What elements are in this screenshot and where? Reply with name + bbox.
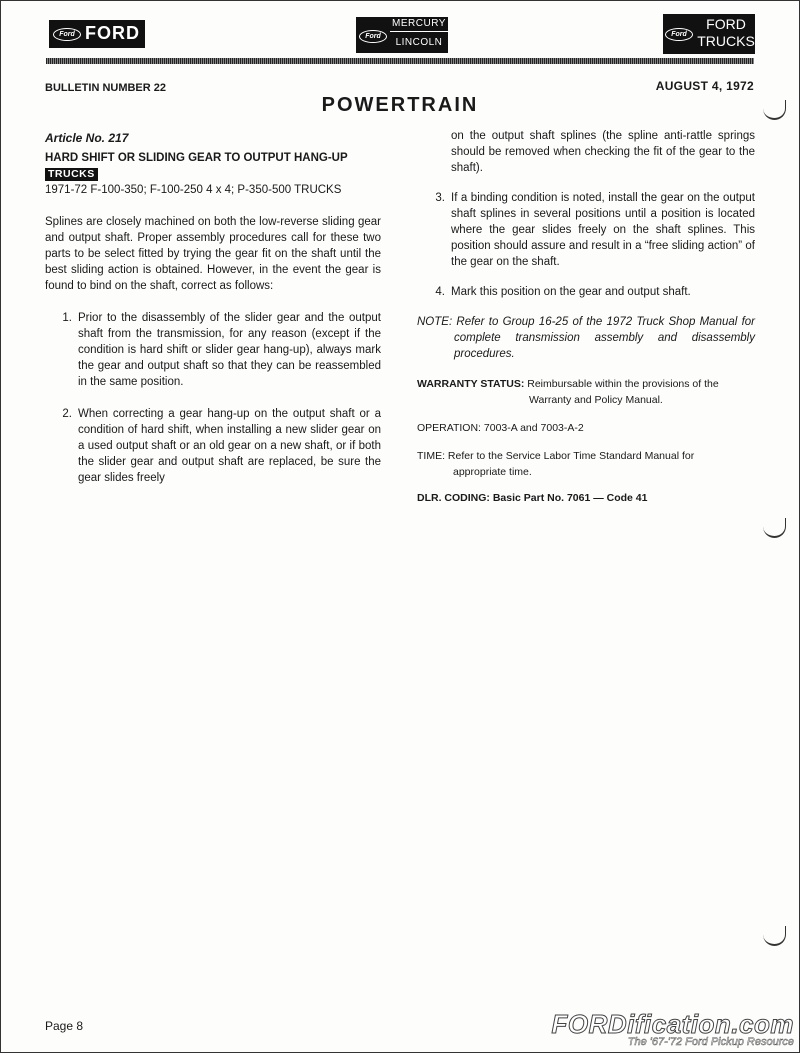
item-number: 3. — [435, 192, 445, 204]
item-text: Mark this position on the gear and output shaft. — [451, 286, 691, 298]
item-text: Prior to the disassembly of the slider gear and the output shaft from the transmission, for any reason (except if the condition is hard shift or slider gear hang-up), always mark the gear and output shaft so that they can be reassembled in the same position. — [78, 312, 381, 388]
item-continuation: on the output shaft splines (the spline anti-rattle springs should be removed when checking the fit of the gear to the shaft). — [451, 130, 755, 174]
bulletin-date: AUGUST 4, 1972 — [655, 79, 754, 93]
intro-paragraph: Splines are closely machined on both the low-reverse sliding gear and output shaft. Proper assembly procedures call for these two parts to be select fitted by trying the gear fit on the shaft until the best sliding action is obtained. However, in the event the gear is found to bind on the shaft, correct as follows: — [45, 216, 381, 292]
labor-time-text: TIME: Refer to the Service Labor Time Standard Manual for — [417, 450, 695, 462]
warranty-label: WARRANTY STATUS: — [417, 378, 525, 390]
list-item — [45, 310, 381, 390]
ford-oval-icon: Ford — [359, 30, 387, 43]
ford-trucks-text-2: TRUCKS — [697, 33, 755, 49]
ford-oval-icon: Ford — [53, 28, 81, 41]
applicable-models: 1971-72 F-100-350; F-100-250 4 x 4; P-350-500 TRUCKS — [45, 184, 342, 196]
ford-trucks-text-1: FORD — [706, 16, 746, 32]
item-number: 2. — [62, 408, 72, 420]
watermark-title: FORDification.com — [551, 1009, 794, 1039]
page-title: POWERTRAIN — [321, 94, 479, 116]
left-column — [45, 130, 381, 486]
ford-logo — [49, 20, 145, 48]
right-column — [417, 128, 755, 506]
page-number: Page 8 — [45, 1019, 84, 1033]
trucks-badge: TRUCKS — [45, 168, 98, 181]
item-number: 4. — [435, 286, 445, 298]
bulletin-number: BULLETIN NUMBER 22 — [45, 82, 167, 94]
article-number: Article No. 217 — [45, 131, 129, 145]
warranty-status — [417, 376, 755, 408]
header-rule — [46, 58, 754, 64]
item-number: 1. — [62, 312, 72, 324]
ford-trucks-logo — [663, 14, 755, 54]
ford-oval-icon: Ford — [665, 28, 693, 41]
list-item — [417, 190, 755, 270]
dealer-coding: DLR. CODING: Basic Part No. 7061 — Code 41 — [417, 492, 648, 504]
ford-logo-text: FORD — [85, 23, 140, 43]
watermark-subtitle: The '67-'72 Ford Pickup Resource — [627, 1036, 794, 1048]
mercury-text: MERCURY — [390, 18, 448, 32]
list-item — [417, 284, 755, 300]
lincoln-text: LINCOLN — [395, 37, 443, 48]
list-item — [45, 406, 381, 486]
note: NOTE: Refer to Group 16-25 of the 1972 Truck Shop Manual for complete transmission assembly and disassembly procedures. — [417, 316, 755, 360]
labor-time-cont: appropriate time. — [453, 466, 532, 478]
operation: OPERATION: 7003-A and 7003-A-2 — [417, 422, 584, 434]
mercury-lincoln-logo — [356, 17, 448, 53]
article-heading: HARD SHIFT OR SLIDING GEAR TO OUTPUT HANG-UP — [45, 152, 348, 164]
warranty-text-cont: Warranty and Policy Manual. — [529, 394, 663, 406]
warranty-text: Reimbursable within the provisions of the — [527, 378, 719, 390]
item-text: If a binding condition is noted, install the gear on the output shaft splines in several positions until a position is located where the gear slides freely on the shaft splines. This position should assure and result in a “free sliding action” of the gear on the shaft. — [451, 192, 755, 268]
item-text: When correcting a gear hang-up on the output shaft or a condition of hard shift, when installing a new slider gear on a used output shaft or an old gear on a new shaft, or if both the slider gear and output shaft are replaced, be sure the gear slides freely — [78, 408, 381, 484]
labor-time — [417, 448, 755, 480]
site-watermark — [551, 1009, 794, 1048]
